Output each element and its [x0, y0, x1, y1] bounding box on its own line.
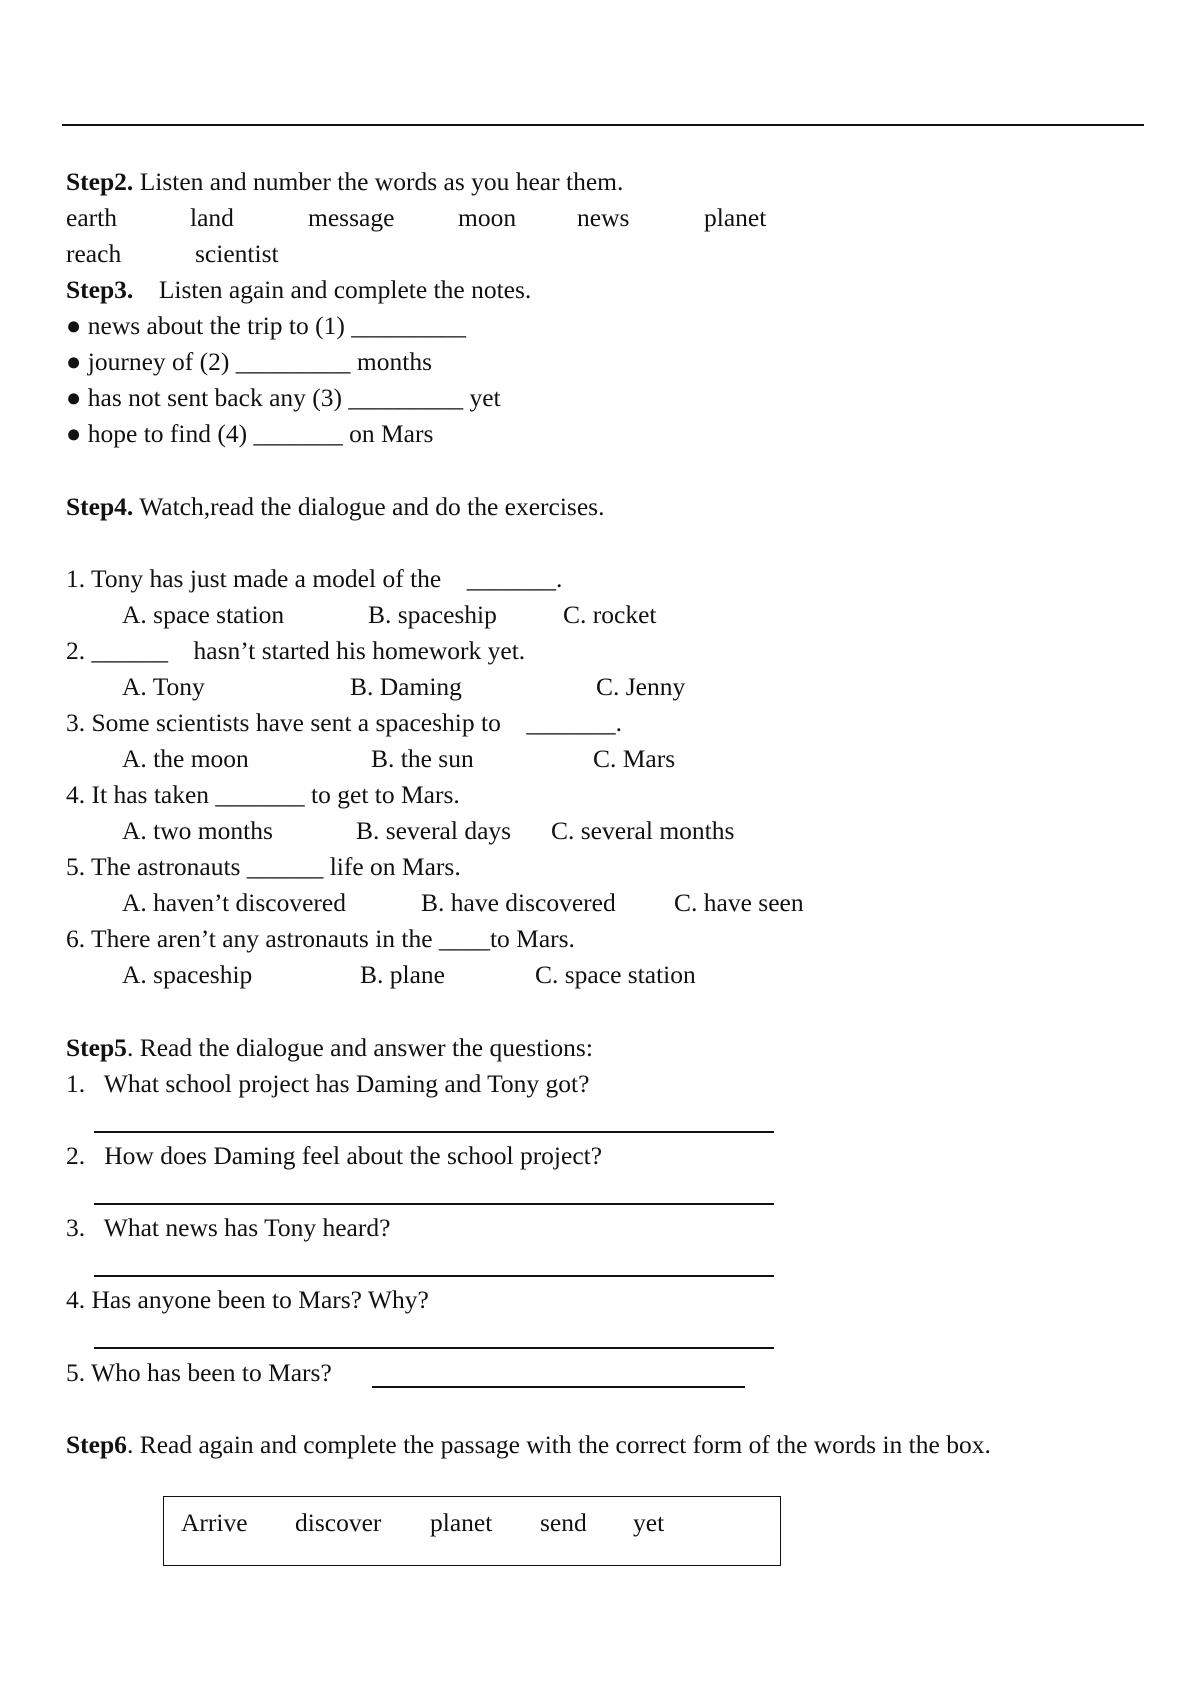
note-3: ● has not sent back any (3) _________ yet — [66, 383, 501, 412]
box-word-arrive: Arrive — [181, 1508, 248, 1537]
answer-line-1[interactable] — [94, 1131, 774, 1133]
step4-heading — [66, 492, 604, 522]
q5-option-b: B. have discovered — [421, 888, 616, 917]
word-message: message — [308, 203, 395, 232]
word-earth: earth — [66, 203, 117, 232]
box-word-discover: discover — [295, 1508, 382, 1537]
step5-label: Step5 — [66, 1033, 127, 1062]
question-5: 5. The astronauts ______ life on Mars. — [66, 852, 461, 881]
question-1: 1. Tony has just made a model of the _______. — [66, 564, 563, 593]
step5-heading — [66, 1033, 593, 1063]
step3-instruction: Listen again and complete the notes. — [133, 275, 532, 304]
q3-option-b: B. the sun — [371, 744, 474, 773]
q3-option-a: A. the moon — [122, 744, 249, 773]
step2-heading — [66, 167, 623, 197]
q4-option-b: B. several days — [356, 816, 512, 845]
header-rule — [62, 124, 1144, 126]
word-scientist: scientist — [195, 239, 279, 268]
answer-line-4[interactable] — [94, 1347, 774, 1349]
step5-question-4: 4. Has anyone been to Mars? Why? — [66, 1285, 429, 1314]
step3-heading — [66, 275, 531, 305]
word-reach: reach — [66, 239, 122, 268]
step4-label: Step4. — [66, 492, 134, 521]
q6-option-c: C. space station — [535, 960, 696, 989]
box-word-planet: planet — [430, 1508, 493, 1537]
note-2: ● journey of (2) _________ months — [66, 347, 432, 376]
box-word-send: send — [540, 1508, 587, 1537]
step5-question-5: 5. Who has been to Mars? — [66, 1358, 332, 1387]
step6-instruction: . Read again and complete the passage with the correct form of the words in the box. — [126, 1430, 991, 1459]
q1-option-b: B. spaceship — [368, 600, 497, 629]
step6-label: Step6 — [66, 1430, 127, 1459]
q5-option-c: C. have seen — [674, 888, 804, 917]
q4-option-c: C. several months — [551, 816, 735, 845]
q3-option-c: C. Mars — [593, 744, 676, 773]
note-4: ● hope to find (4) _______ on Mars — [66, 419, 434, 448]
step5-question-2: 2. How does Daming feel about the school project? — [66, 1141, 603, 1170]
step2-instruction: Listen and number the words as you hear them. — [133, 167, 624, 196]
question-2: 2. ______ hasn’t started his homework yet. — [66, 636, 526, 665]
q1-option-c: C. rocket — [563, 600, 657, 629]
step2-label: Step2. — [66, 167, 134, 196]
q2-option-b: B. Daming — [350, 672, 462, 701]
q6-option-b: B. plane — [360, 960, 445, 989]
q1-option-a: A. space station — [122, 600, 285, 629]
q4-option-a: A. two months — [122, 816, 273, 845]
answer-line-3[interactable] — [94, 1275, 774, 1277]
q2-option-c: C. Jenny — [596, 672, 686, 701]
step5-question-3: 3. What news has Tony heard? — [66, 1213, 391, 1242]
word-land: land — [190, 203, 234, 232]
box-word-yet: yet — [633, 1508, 665, 1537]
q2-option-a: A. Tony — [122, 672, 205, 701]
answer-line-2[interactable] — [94, 1203, 774, 1205]
question-4: 4. It has taken _______ to get to Mars. — [66, 780, 460, 809]
step3-label: Step3. — [66, 275, 134, 304]
step5-question-1: 1. What school project has Daming and Tony got? — [66, 1069, 590, 1098]
word-planet: planet — [704, 203, 767, 232]
question-6: 6. There aren’t any astronauts in the ____to Mars. — [66, 924, 575, 953]
q5-option-a: A. haven’t discovered — [122, 888, 346, 917]
note-1: ● news about the trip to (1) _________ — [66, 311, 466, 340]
question-3: 3. Some scientists have sent a spaceship to _______. — [66, 708, 622, 737]
step4-instruction: Watch,read the dialogue and do the exercises. — [133, 492, 605, 521]
q6-option-a: A. spaceship — [122, 960, 253, 989]
word-news: news — [577, 203, 630, 232]
answer-line-5[interactable] — [372, 1386, 745, 1388]
step5-instruction: . Read the dialogue and answer the questions: — [126, 1033, 593, 1062]
word-moon: moon — [458, 203, 517, 232]
step6-heading — [66, 1430, 991, 1460]
